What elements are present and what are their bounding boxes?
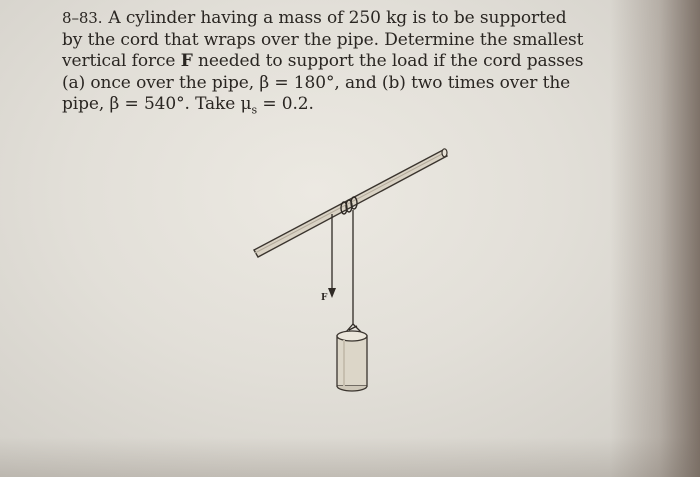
problem-line-2: by the cord that wraps over the pipe. Determine the smallest [62,29,584,50]
bottom-shadow [0,437,700,477]
force-arrow [328,288,336,298]
pipe-cord-figure [240,140,470,400]
force-label: F [321,293,328,303]
problem-line-5: pipe, β = 540°. Take $\mu_s = 0.2$. [62,94,314,117]
problem-text [62,8,607,121]
problem-number: 8–83. [62,9,103,27]
force-symbol: F [180,51,193,71]
problem-line-3: vertical force F needed to support the load if the cord passes [62,51,584,71]
problem-line-4: (a) once over the pipe, β = 180°, and (b) two times over the [62,72,571,93]
cylinder [337,331,367,391]
problem-line-1: 8–83. A cylinder having a mass of 250 kg is to be supported [62,8,567,28]
friction-subscript: s [251,103,258,117]
page-edge-shadow [610,0,700,477]
